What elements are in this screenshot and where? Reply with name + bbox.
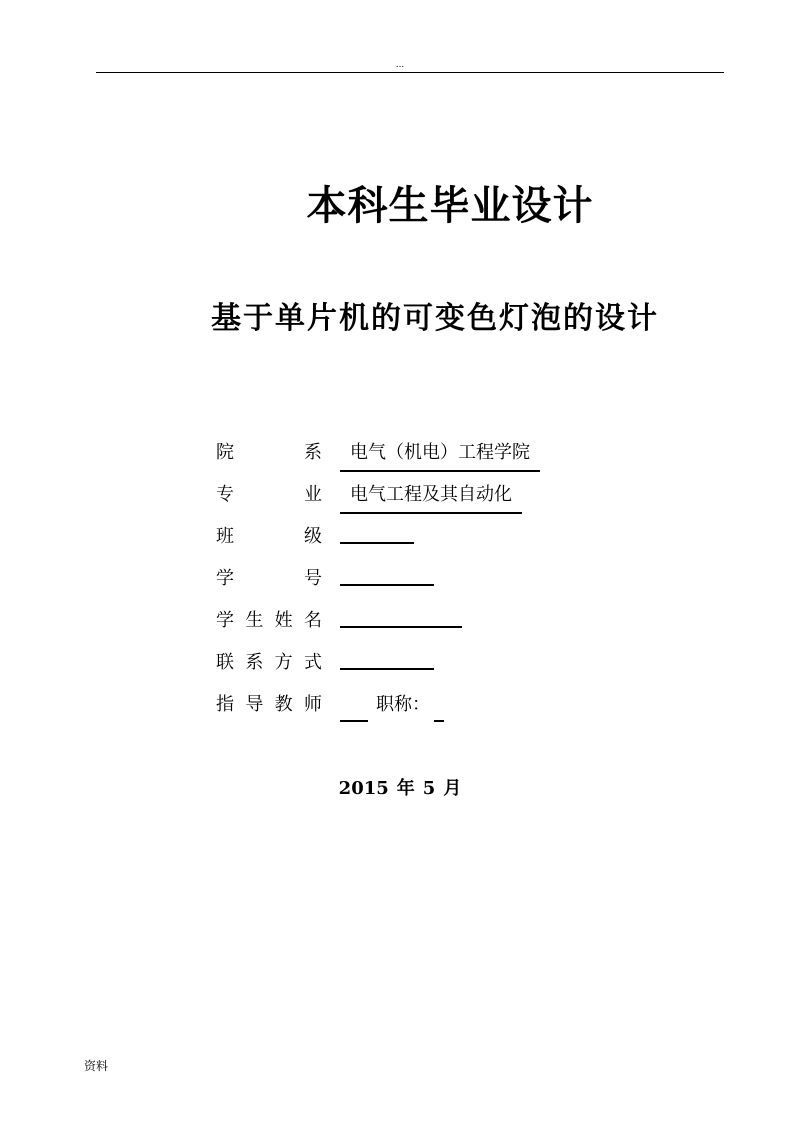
advisor-value <box>340 696 368 722</box>
major-row <box>216 478 616 520</box>
student-name-label <box>216 604 322 638</box>
student-name-row <box>216 604 616 646</box>
student-id-value <box>340 562 434 586</box>
major-label <box>216 478 322 512</box>
advisor-label <box>216 688 322 722</box>
main-title: 本科生毕业设计 <box>306 183 594 229</box>
contact-row <box>216 646 616 688</box>
major-value: 电气工程及其自动化 <box>340 478 522 514</box>
department-label <box>216 436 322 470</box>
student-name-value <box>340 604 462 628</box>
label-char: 式 <box>303 652 322 673</box>
label-char: 系 <box>245 652 264 673</box>
label-char: 指 <box>216 694 234 715</box>
contact-label <box>216 646 322 680</box>
header-mark: ... <box>395 60 405 70</box>
date-year-unit: 年 <box>396 778 415 799</box>
label-char: 联 <box>216 652 234 673</box>
date-month: 5 <box>422 778 436 799</box>
student-id-label <box>216 562 322 596</box>
student-id-row <box>216 562 616 604</box>
label-char: 学 <box>216 610 234 631</box>
advisor-row <box>216 688 616 730</box>
label-char: 院 <box>216 442 234 463</box>
label-char: 方 <box>274 652 293 673</box>
class-label <box>216 520 322 554</box>
department-value: 电气（机电）工程学院 <box>340 436 540 472</box>
label-char: 教 <box>274 694 293 715</box>
class-row <box>216 520 616 562</box>
date-year: 2015 <box>338 778 389 799</box>
label-char: 系 <box>304 442 322 463</box>
class-value <box>340 520 414 544</box>
label-char: 号 <box>304 568 322 589</box>
label-char: 导 <box>245 694 264 715</box>
professional-title-value <box>434 696 444 722</box>
label-char: 业 <box>304 484 322 505</box>
department-row <box>216 436 616 478</box>
thesis-title: 基于单片机的可变色灯泡的设计 <box>211 301 659 336</box>
label-char: 师 <box>303 694 322 715</box>
label-char: 班 <box>216 526 234 547</box>
header-rule <box>96 72 724 73</box>
professional-title-label: 职称： <box>376 694 430 715</box>
date-month-unit: 月 <box>443 778 462 799</box>
label-char: 生 <box>245 610 264 631</box>
submission-date <box>0 774 800 804</box>
label-char: 学 <box>216 568 234 589</box>
footer-text: 资料 <box>84 1059 109 1073</box>
label-char: 级 <box>304 526 322 547</box>
label-char: 名 <box>303 610 322 631</box>
label-char: 姓 <box>274 610 293 631</box>
cover-info-block <box>216 436 616 730</box>
contact-value <box>340 646 434 670</box>
label-char: 专 <box>216 484 234 505</box>
